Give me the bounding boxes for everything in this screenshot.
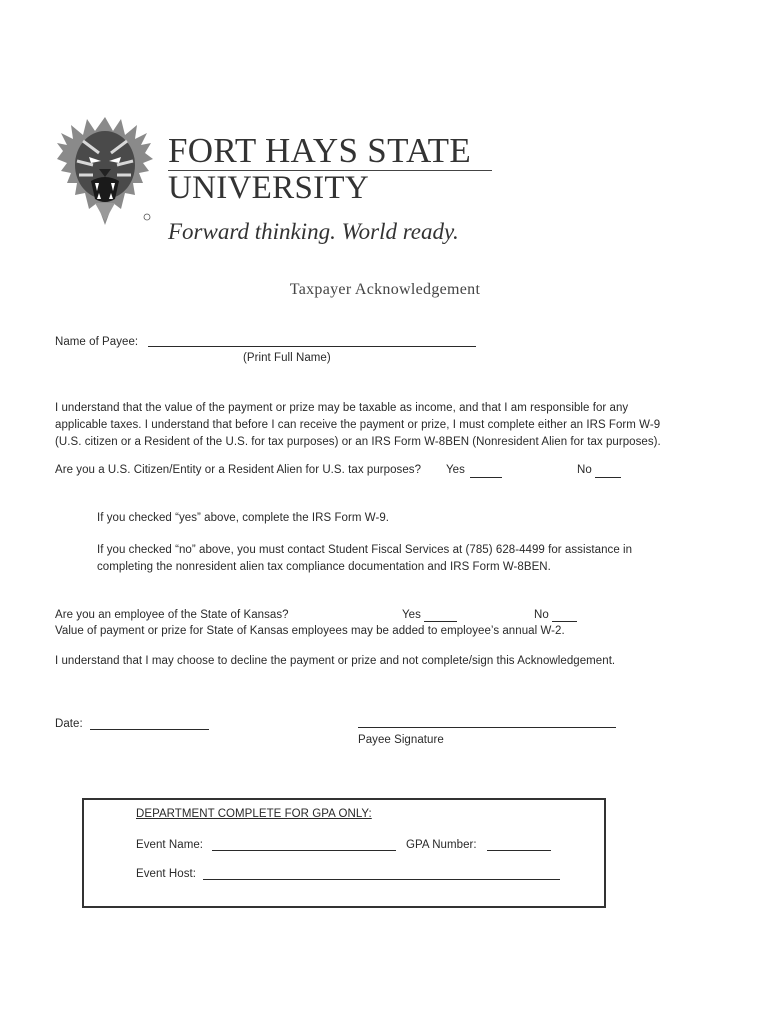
gpa-number-label: GPA Number: [406, 839, 477, 851]
instruction-yes: If you checked “yes” above, complete the IRS Form W-9. [97, 512, 390, 524]
payee-signature-label: Payee Signature [358, 734, 444, 746]
event-name-field[interactable] [212, 850, 396, 851]
payee-name-field[interactable] [148, 346, 476, 347]
citizen-yes-field[interactable] [470, 477, 502, 478]
payee-name-hint: (Print Full Name) [243, 352, 331, 364]
department-heading: DEPARTMENT COMPLETE FOR GPA ONLY: [136, 808, 372, 820]
citizen-no-label: No [577, 464, 592, 476]
employee-yes-field[interactable] [424, 621, 457, 622]
paragraph-line-2: applicable taxes. I understand that before I can receive the payment or prize, I must complete either an IRS Form W-9 [55, 419, 661, 431]
event-host-label: Event Host: [136, 868, 196, 880]
employee-question: Are you an employee of the State of Kansas? [55, 609, 289, 621]
citizen-no-field[interactable] [595, 477, 621, 478]
payee-name-label: Name of Payee: [55, 336, 139, 348]
university-name-line1: FORT HAYS STATE [168, 131, 472, 170]
employee-no-label: No [534, 609, 549, 621]
university-name-line2: UNIVERSITY [168, 170, 369, 206]
payee-signature-field[interactable] [358, 727, 616, 728]
event-name-label: Event Name: [136, 839, 204, 851]
paragraph-line-3: (U.S. citizen or a Resident of the U.S. for tax purposes) or an IRS Form W-8BEN (Nonresident Alien for tax purposes). [55, 436, 661, 448]
tiger-logo-icon [55, 113, 155, 229]
citizen-yes-label: Yes [446, 464, 465, 476]
tagline: Forward thinking. World ready. [168, 219, 459, 244]
employee-yes-label: Yes [402, 609, 421, 621]
instruction-no-line-2: completing the nonresident alien tax compliance documentation and IRS Form W-8BEN. [97, 561, 551, 573]
employee-note: Value of payment or prize for State of Kansas employees may be added to employee’s annual W-2. [55, 625, 565, 637]
date-field[interactable] [90, 729, 209, 730]
date-label: Date: [55, 718, 83, 730]
event-host-field[interactable] [203, 879, 560, 880]
instruction-no-line-1: If you checked “no” above, you must contact Student Fiscal Services at (785) 628-4499 for assistance in [97, 544, 633, 556]
employee-no-field[interactable] [552, 621, 577, 622]
citizen-question: Are you a U.S. Citizen/Entity or a Resident Alien for U.S. tax purposes? [55, 464, 422, 476]
document-title: Taxpayer Acknowledgement [289, 281, 481, 298]
gpa-number-field[interactable] [487, 850, 551, 851]
paragraph-line-1: I understand that the value of the payment or prize may be taxable as income, and that I am responsible for any [55, 402, 629, 414]
decline-statement: I understand that I may choose to decline the payment or prize and not complete/sign this Acknowledgement. [55, 655, 616, 667]
